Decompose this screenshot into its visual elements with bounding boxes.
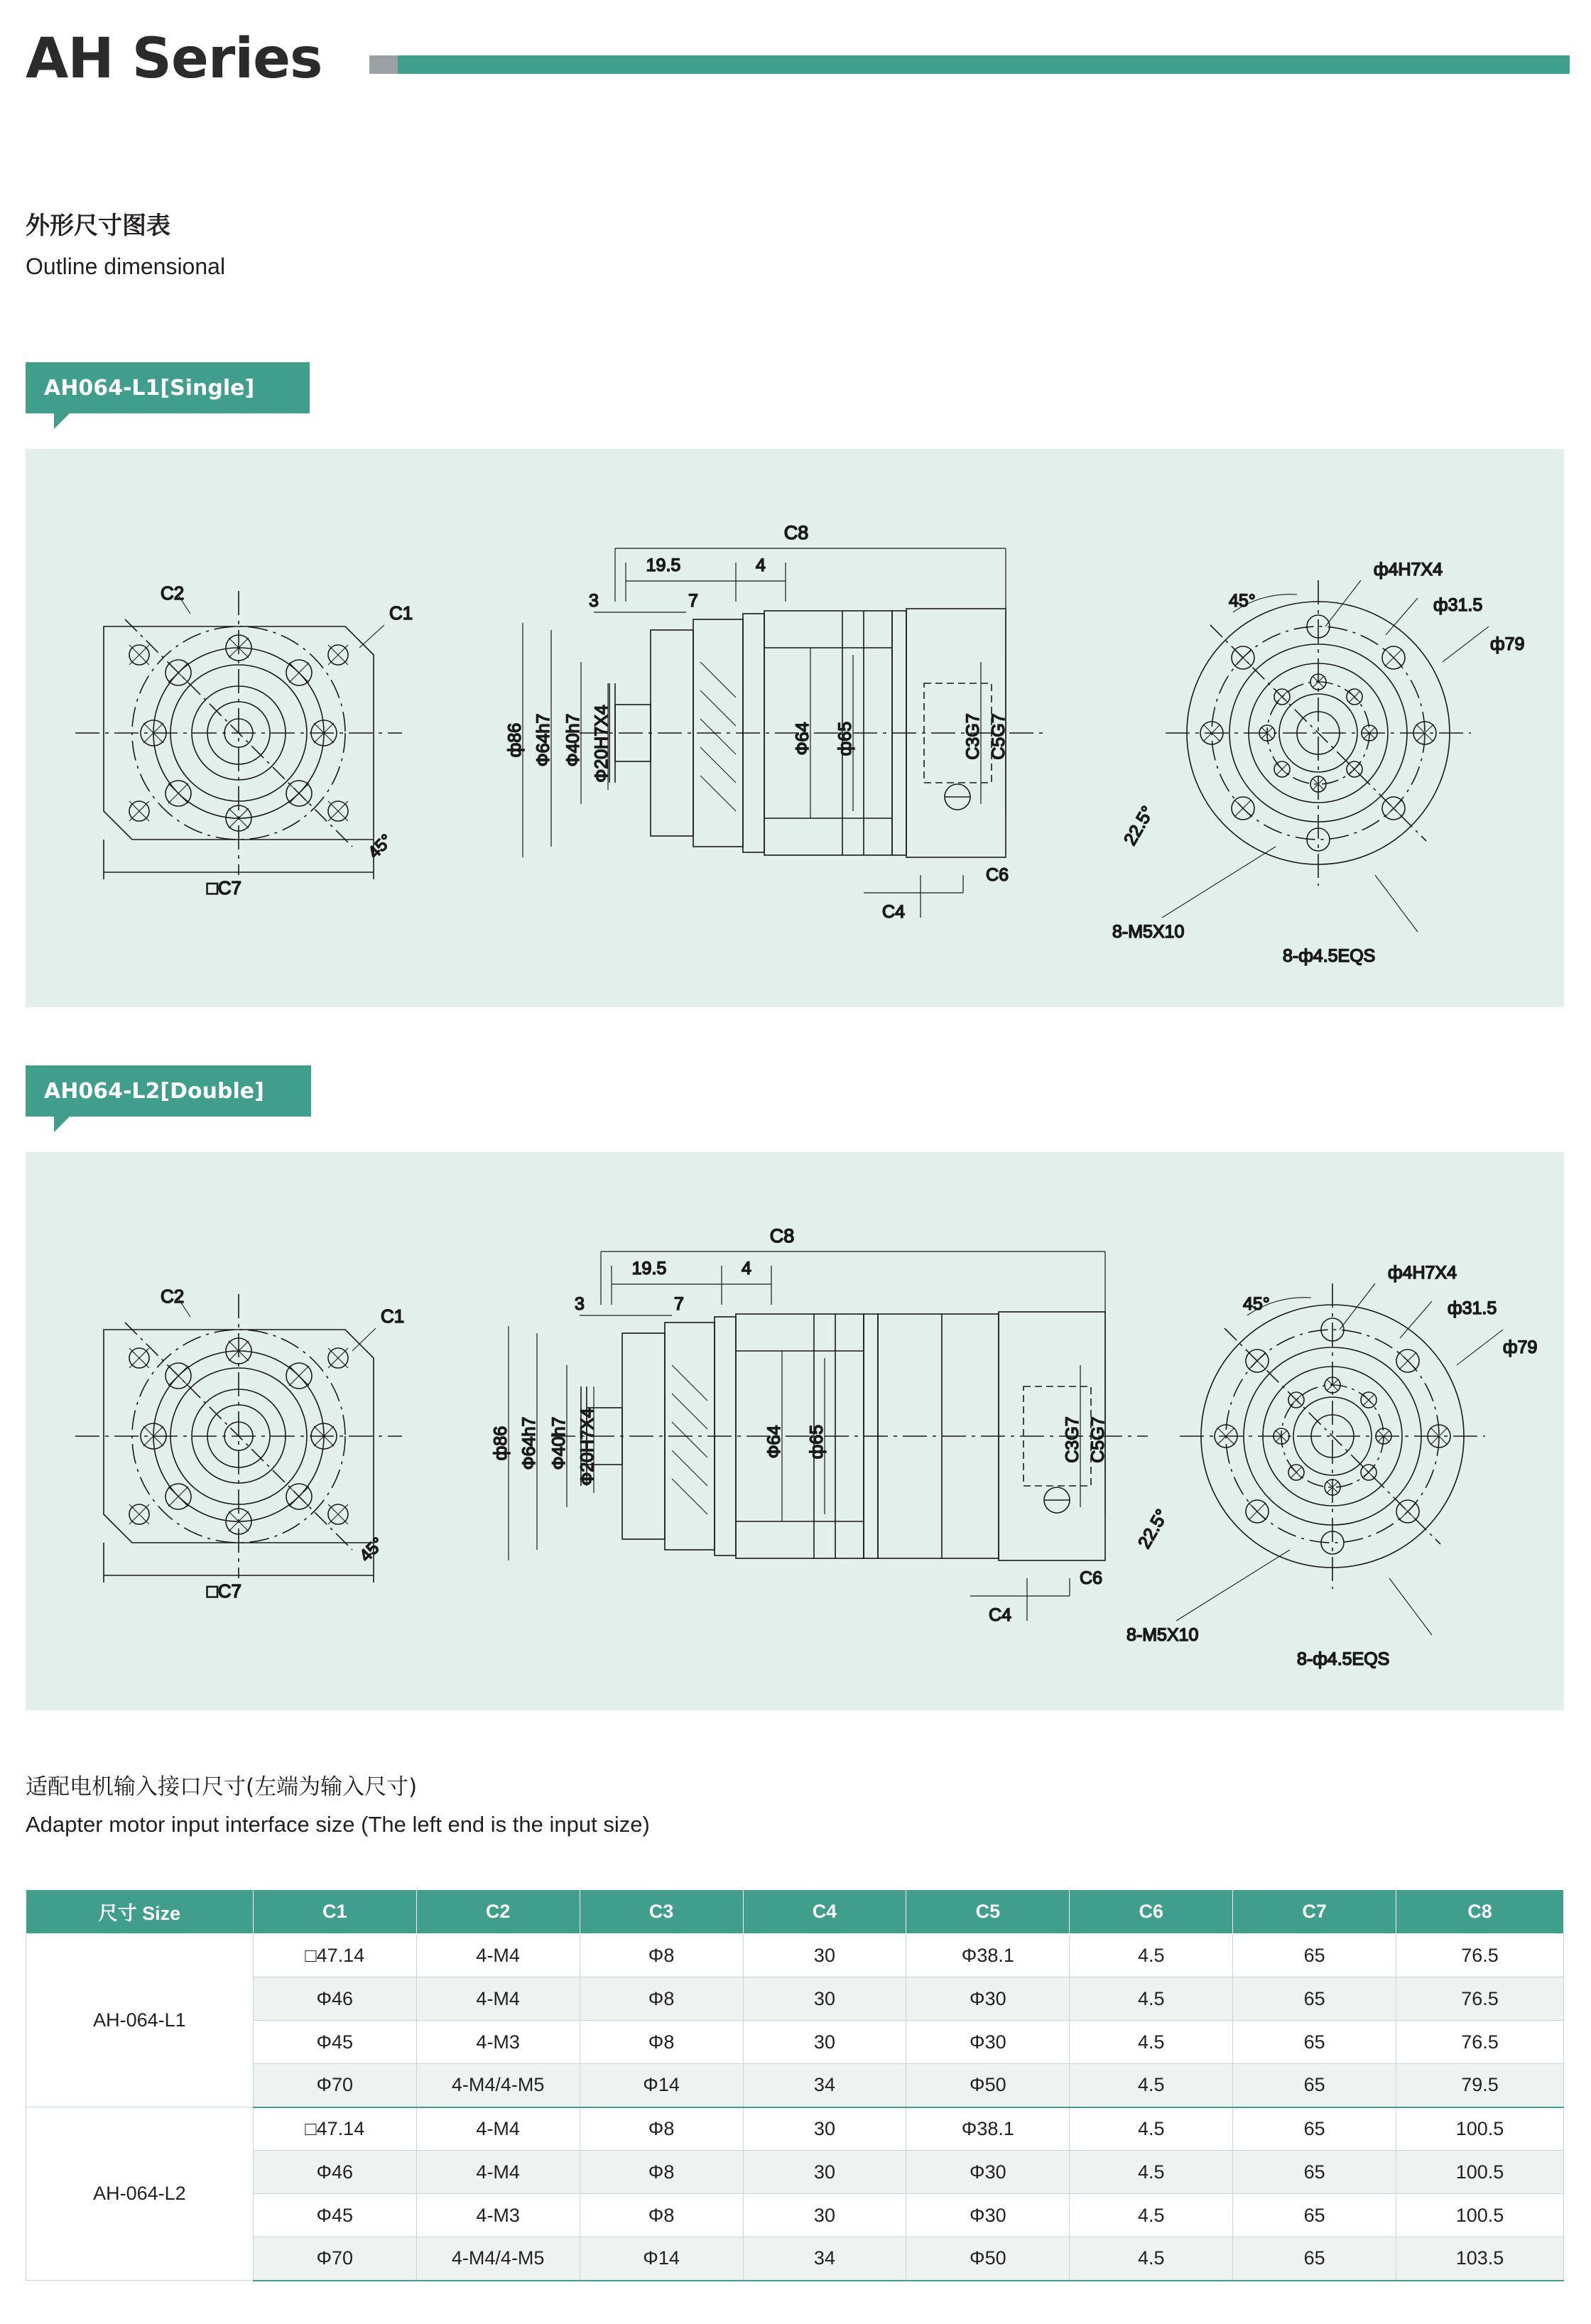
cell: 65: [1233, 2151, 1396, 2194]
page-header: [0, 0, 1591, 142]
table-row: [26, 2237, 1564, 2281]
label-phi65-single: ф65: [835, 721, 855, 756]
label-c7-single: □C7: [207, 877, 241, 898]
cell: Φ70: [253, 2064, 416, 2107]
table-row: [26, 2021, 1564, 2064]
th-c1: C1: [253, 1890, 416, 1934]
cell: Φ46: [253, 2151, 416, 2194]
cell: 4.5: [1070, 1934, 1233, 1977]
label-8eqs-single: 8-ф4.5EQS: [1283, 946, 1376, 966]
row-group-label-l2: AH-064-L2: [26, 2107, 254, 2281]
label-22-5-double: 22.5°: [1134, 1506, 1173, 1552]
cell: Φ8: [580, 2194, 743, 2237]
header-rule-green: [398, 55, 1570, 74]
label-c6-single: C6: [986, 865, 1009, 885]
cell: 30: [743, 2151, 906, 2194]
label-c1-single: C1: [389, 602, 413, 624]
label-8m5x10-single: 8-M5X10: [1112, 922, 1185, 942]
label-phi4h7x4-single: ф4H7X4: [1374, 560, 1443, 580]
cell: Φ45: [253, 2021, 416, 2064]
label-4-single: 4: [756, 555, 766, 575]
label-c2-single: C2: [161, 582, 185, 604]
label-8m5x10-double: 8-M5X10: [1126, 1625, 1199, 1645]
cell: 4-M4: [416, 1934, 580, 1977]
label-phi20h7x4-double: Ф20H7X4: [577, 1408, 597, 1486]
ribbon-single: AH064-L1[Single]: [26, 362, 310, 413]
label-c7-double: □C7: [207, 1580, 241, 1602]
cell: 4.5: [1070, 2107, 1233, 2151]
cell: 30: [743, 2021, 906, 2064]
label-c2-double: C2: [161, 1286, 185, 1307]
cell: 65: [1233, 1977, 1396, 2021]
cell: 65: [1233, 2064, 1396, 2107]
cell: 4.5: [1070, 2021, 1233, 2064]
cell: 30: [743, 1934, 906, 1977]
label-phi86-double: ф86: [491, 1426, 511, 1461]
label-c6-double: C6: [1080, 1568, 1102, 1588]
label-8eqs-double: 8-ф4.5EQS: [1297, 1649, 1390, 1669]
label-phi79-double: ф79: [1503, 1337, 1538, 1357]
cell: Φ8: [580, 1977, 743, 2021]
cell: Φ50: [906, 2064, 1070, 2107]
table-row: [26, 1977, 1564, 2021]
note-cn: 适配电机输入接口尺寸(左端为输入尺寸): [26, 1774, 418, 1800]
label-45-right-single: 45°: [1229, 591, 1256, 611]
label-phi40h7-single: Ф40h7: [563, 713, 583, 767]
cell: Φ50: [906, 2237, 1070, 2281]
drawing-single: [26, 449, 1564, 1007]
cell: Φ30: [906, 1977, 1070, 2021]
cell: 65: [1233, 2107, 1396, 2151]
label-4-double: 4: [742, 1259, 751, 1278]
cell: 79.5: [1396, 2064, 1564, 2107]
label-phi20h7x4-single: Ф20H7X4: [592, 705, 612, 783]
row-group-label-l1: AH-064-L1: [26, 1934, 254, 2107]
cell: Φ46: [253, 1977, 416, 2021]
cell: Φ8: [580, 2021, 743, 2064]
cell: Φ8: [580, 2151, 743, 2194]
cell: Φ38.1: [906, 2107, 1070, 2151]
cell: 100.5: [1396, 2151, 1564, 2194]
label-45-right-double: 45°: [1243, 1294, 1270, 1314]
cell: 30: [743, 2107, 906, 2151]
label-c8-double: C8: [769, 1225, 795, 1247]
table-row: [26, 2107, 1564, 2151]
label-phi31-5-double: ф31.5: [1448, 1298, 1497, 1318]
cell: Φ38.1: [906, 1934, 1070, 1977]
table-row: [26, 2064, 1564, 2107]
cell: 76.5: [1396, 1977, 1564, 2021]
cell: 30: [743, 1977, 906, 2021]
label-7-single: 7: [688, 591, 698, 611]
cell: Φ45: [253, 2194, 416, 2237]
label-phi64-single: Ф64: [793, 722, 813, 756]
drawing-panel-single: [26, 449, 1564, 1007]
label-phi79-single: ф79: [1490, 634, 1525, 654]
label-3-double: 3: [575, 1294, 585, 1314]
cell: 65: [1233, 2237, 1396, 2281]
label-c5g7-single: C5G7: [989, 713, 1009, 760]
cell: 4.5: [1070, 2237, 1233, 2281]
th-c2: C2: [416, 1890, 580, 1934]
cell: Φ8: [580, 1934, 743, 1977]
cell: 4-M4/4-M5: [416, 2064, 580, 2107]
label-19-5-double: 19.5: [631, 1259, 667, 1278]
cell: 76.5: [1396, 1934, 1564, 1977]
th-c6: C6: [1070, 1890, 1233, 1934]
label-phi31-5-single: ф31.5: [1433, 595, 1483, 615]
section-title-en: Outline dimensional: [26, 254, 226, 279]
cell: Φ70: [253, 2237, 416, 2281]
cell: 65: [1233, 2021, 1396, 2064]
cell: 4-M3: [416, 2194, 580, 2237]
cell: 76.5: [1396, 2021, 1564, 2064]
cell: 100.5: [1396, 2194, 1564, 2237]
cell: 4-M4/4-M5: [416, 2237, 580, 2281]
page-title: AH Series: [26, 27, 322, 91]
label-phi86-single: ф86: [505, 722, 525, 758]
label-c8-single: C8: [783, 522, 809, 543]
label-7-double: 7: [674, 1294, 684, 1314]
th-c4: C4: [743, 1890, 906, 1934]
label-c4-double: C4: [989, 1605, 1011, 1625]
cell: 4-M4: [416, 2107, 580, 2151]
section-title-cn: 外形尺寸图表: [26, 212, 170, 240]
label-c1-double: C1: [381, 1305, 405, 1327]
ribbon-double: AH064-L2[Double]: [26, 1065, 311, 1117]
cell: 65: [1233, 1934, 1396, 1977]
cell: Φ8: [580, 2107, 743, 2151]
label-phi4h7x4-double: ф4H7X4: [1388, 1263, 1457, 1283]
label-c5g7-double: C5G7: [1088, 1416, 1108, 1463]
table-header-row: [26, 1890, 1564, 1934]
note-en: Adapter motor input interface size (The left end is the input size): [26, 1812, 650, 1837]
cell: 34: [743, 2237, 906, 2281]
spec-table-wrap: [26, 1889, 1564, 2281]
cell: 4-M4: [416, 2151, 580, 2194]
cell: 34: [743, 2064, 906, 2107]
cell: 4-M4: [416, 1977, 580, 2021]
label-22-5-single: 22.5°: [1119, 803, 1158, 849]
cell: □47.14: [253, 1934, 416, 1977]
label-phi40h7-double: Ф40h7: [549, 1416, 569, 1470]
table-row: [26, 2151, 1564, 2194]
th-c3: C3: [580, 1890, 743, 1934]
th-c7: C7: [1233, 1890, 1396, 1934]
cell: Φ14: [580, 2237, 743, 2281]
cell: 100.5: [1396, 2107, 1564, 2151]
cell: 4.5: [1070, 2151, 1233, 2194]
label-3-single: 3: [589, 591, 599, 611]
cell: 4.5: [1070, 2064, 1233, 2107]
table-row: [26, 1934, 1564, 1977]
drawing-panel-double: [26, 1152, 1564, 1710]
label-phi65-double: ф65: [807, 1424, 827, 1460]
cell: Φ30: [906, 2021, 1070, 2064]
cell: 4.5: [1070, 2194, 1233, 2237]
cell: 4.5: [1070, 1977, 1233, 2021]
cell: Φ30: [906, 2194, 1070, 2237]
drawing-double: [26, 1152, 1564, 1710]
th-c5: C5: [906, 1890, 1070, 1934]
label-45-left-double: 45°: [356, 1533, 388, 1566]
label-c3g7-single: C3G7: [963, 713, 983, 760]
label-45-left-single: 45°: [364, 830, 396, 863]
label-phi64h7-double: Ф64h7: [519, 1416, 539, 1470]
label-phi64-double: Ф64: [764, 1425, 784, 1459]
table-row: [26, 2194, 1564, 2237]
label-c4-single: C4: [882, 902, 905, 922]
label-19-5-single: 19.5: [646, 555, 681, 575]
cell: 30: [743, 2194, 906, 2237]
spec-table: [26, 1889, 1564, 2281]
cell: 65: [1233, 2194, 1396, 2237]
cell: 4-M3: [416, 2021, 580, 2064]
th-size: 尺寸 Size: [26, 1890, 254, 1934]
th-c8: C8: [1396, 1890, 1564, 1934]
label-phi64h7-single: Ф64h7: [533, 713, 553, 767]
cell: 103.5: [1396, 2237, 1564, 2281]
cell: Φ30: [906, 2151, 1070, 2194]
label-c3g7-double: C3G7: [1063, 1416, 1082, 1463]
cell: □47.14: [253, 2107, 416, 2151]
cell: Φ14: [580, 2064, 743, 2107]
